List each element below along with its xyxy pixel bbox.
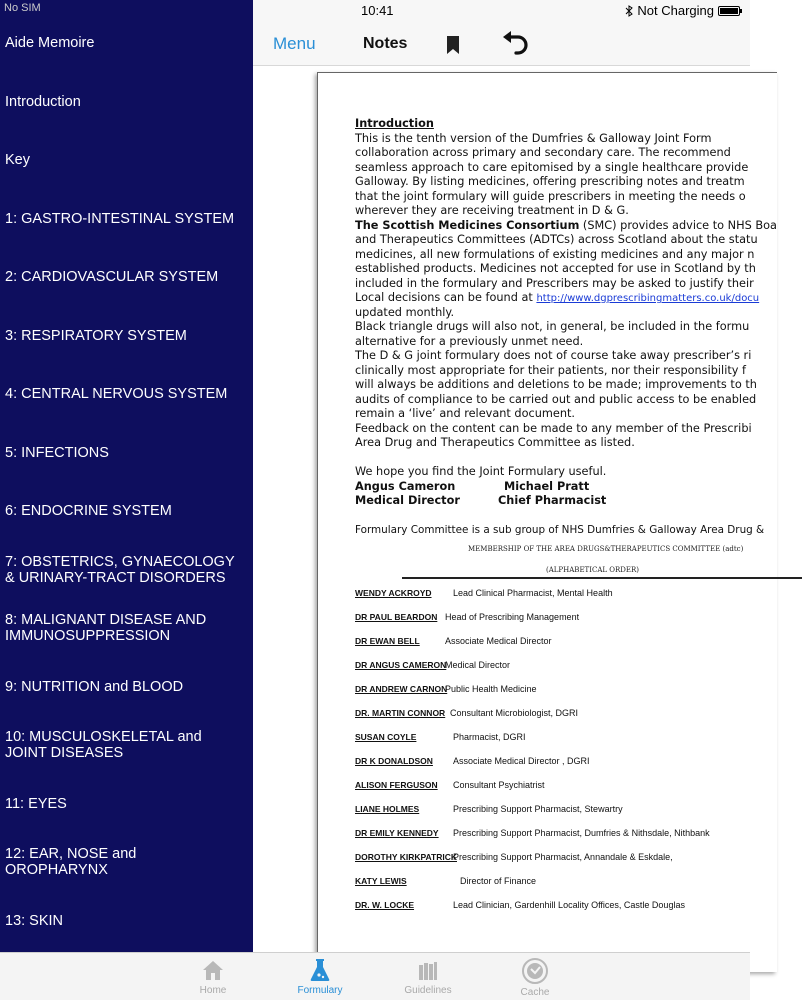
doc-line: wherever they are receiving treatment in D & G. bbox=[355, 204, 629, 217]
member-role: Associate Medical Director bbox=[445, 636, 552, 646]
sidebar-item-label: 8: MALIGNANT DISEASE AND IMMUNOSUPPRESSION bbox=[5, 612, 207, 644]
tab-label: Guidelines bbox=[404, 985, 452, 996]
sidebar-item-label: 11: EYES bbox=[5, 796, 67, 812]
member-name: SUSAN COYLE bbox=[355, 732, 417, 742]
sidebar-item-introduction[interactable] bbox=[0, 93, 253, 111]
member-role: Consultant Microbiologist, DGRI bbox=[450, 708, 579, 718]
sidebar-item-label: 4: CENTRAL NERVOUS SYSTEM bbox=[5, 386, 228, 402]
doc-line: updated monthly. bbox=[355, 305, 455, 319]
sidebar-item-label: 13: SKIN bbox=[5, 913, 64, 929]
sidebar-item-label: 10: MUSCULOSKELETAL and JOINT DISEASES bbox=[5, 729, 202, 761]
books-icon bbox=[415, 957, 441, 983]
member-role: Lead Clinical Pharmacist, Mental Health bbox=[453, 588, 613, 598]
intro-heading: Introduction bbox=[355, 117, 434, 130]
sidebar-item-label: 7: OBSTETRICS, GYNAECOLOGY & URINARY-TRACT DISORDERS bbox=[5, 554, 235, 586]
undo-icon[interactable] bbox=[500, 29, 530, 59]
status-bar bbox=[0, 0, 750, 22]
sidebar-item-label: 2: CARDIOVASCULAR SYSTEM bbox=[5, 269, 219, 285]
sidebar-item-endocrine[interactable] bbox=[0, 502, 253, 520]
doc-line: audits of compliance to be carried out and public access to be enabled bbox=[355, 392, 757, 406]
doc-line: clinically most appropriate for their patients, nor their responsibility f bbox=[355, 363, 747, 377]
member-role: Associate Medical Director , DGRI bbox=[453, 756, 590, 766]
sidebar-item-cardiovascular[interactable] bbox=[0, 268, 253, 286]
sidebar-item-label: 3: RESPIRATORY SYSTEM bbox=[5, 328, 187, 344]
sidebar-item-infections[interactable] bbox=[0, 444, 253, 462]
sidebar-item-eyes[interactable] bbox=[0, 795, 253, 813]
tab-guidelines[interactable] bbox=[388, 955, 468, 999]
sidebar-item-label: Aide Memoire bbox=[5, 35, 95, 51]
committee-note: Formulary Committee is a sub group of NHS Dumfries & Galloway Area Drug & bbox=[355, 524, 765, 536]
notes-button[interactable]: Notes bbox=[363, 35, 408, 52]
member-name: LIANE HOLMES bbox=[355, 804, 420, 814]
doc-line: The D & G joint formulary does not of course take away prescriber’s ri bbox=[355, 349, 752, 362]
member-role: Consultant Psychiatrist bbox=[453, 780, 545, 790]
document-page bbox=[317, 72, 777, 972]
member-name: DR EMILY KENNEDY bbox=[355, 828, 439, 838]
member-name: DR PAUL BEARDON bbox=[355, 612, 438, 622]
status-time: 10:41 bbox=[361, 3, 394, 18]
members-order: (ALPHABETICAL ORDER) bbox=[546, 566, 640, 574]
member-name: WENDY ACKROYD bbox=[355, 588, 432, 598]
doc-line: and Therapeutics Committees (ADTCs) across Scotland about the statu bbox=[355, 233, 758, 246]
doc-line: included in the formulary and Prescribers may be asked to justify their bbox=[355, 276, 754, 290]
sidebar-item-cns[interactable] bbox=[0, 385, 253, 403]
member-role: Medical Director bbox=[445, 660, 511, 670]
carrier-label: No SIM bbox=[4, 2, 41, 14]
members-divider bbox=[402, 577, 802, 579]
sidebar-item-label: 12: EAR, NOSE and OROPHARYNX bbox=[5, 846, 137, 878]
member-name: DR. MARTIN CONNOR bbox=[355, 708, 446, 718]
sidebar-item-ear-nose[interactable] bbox=[0, 846, 253, 878]
tab-label: Home bbox=[199, 985, 227, 996]
sidebar-item-skin[interactable] bbox=[0, 912, 253, 930]
status-right bbox=[625, 3, 740, 18]
tab-home[interactable] bbox=[173, 955, 253, 999]
doc-line: alternative for a previously unmet need. bbox=[355, 334, 584, 348]
local-decisions-link[interactable]: http://www.dgprescribingmatters.co.uk/docu bbox=[536, 293, 760, 304]
member-name: DR ANDREW CARNON bbox=[355, 684, 448, 694]
signer2-title: Chief Pharmacist bbox=[498, 494, 607, 507]
doc-line: Black triangle drugs will also not, in general, be included in the formu bbox=[355, 320, 750, 333]
member-name: ALISON FERGUSON bbox=[355, 780, 438, 790]
sidebar-item-aide-memoire[interactable] bbox=[0, 34, 253, 52]
tab-cache[interactable] bbox=[495, 955, 575, 999]
member-role: Prescribing Support Pharmacist, Stewartry bbox=[453, 804, 623, 814]
doc-line: Galloway. By listing medicines, offering prescribing notes and treatm bbox=[355, 175, 745, 188]
smc-rest: (SMC) provides advice to NHS Boa bbox=[579, 218, 777, 232]
sidebar-item-label: 9: NUTRITION and BLOOD bbox=[5, 679, 184, 695]
sidebar-item-label: 1: GASTRO-INTESTINAL SYSTEM bbox=[5, 211, 235, 227]
member-name: DOROTHY KIRKPATRICK bbox=[355, 852, 457, 862]
signer2-name: Michael Pratt bbox=[504, 479, 590, 493]
member-role: Director of Finance bbox=[460, 876, 537, 886]
sidebar-item-nutrition[interactable] bbox=[0, 678, 253, 696]
sidebar-item-malignant[interactable] bbox=[0, 611, 253, 645]
home-icon bbox=[200, 957, 226, 983]
members-title: MEMBERSHIP OF THE AREA DRUGS&THERAPEUTICS COMMITTEE (adtc) bbox=[468, 545, 744, 553]
doc-line: Feedback on the content can be made to any member of the Prescribi bbox=[355, 421, 752, 435]
member-role: Lead Clinician, Gardenhill Locality Offices, Castle Douglas bbox=[453, 900, 685, 910]
sidebar-item-label: 5: INFECTIONS bbox=[5, 445, 109, 461]
sidebar-item-respiratory[interactable] bbox=[0, 327, 253, 345]
cache-icon bbox=[521, 957, 549, 985]
battery-icon bbox=[718, 6, 740, 16]
member-role: Public Health Medicine bbox=[445, 684, 537, 694]
closing-line: We hope you find the Joint Formulary useful. bbox=[355, 465, 607, 478]
sidebar-item-musculoskeletal[interactable] bbox=[0, 728, 253, 762]
tab-label: Formulary bbox=[297, 985, 343, 996]
document-viewer[interactable] bbox=[253, 66, 777, 952]
bluetooth-icon bbox=[625, 5, 633, 17]
doc-line: Area Drug and Therapeutics Committee as listed. bbox=[355, 436, 635, 449]
doc-line: This is the tenth version of the Dumfries & Galloway Joint Form bbox=[355, 131, 712, 145]
smc-bold: The Scottish Medicines Consortium bbox=[355, 218, 580, 232]
sidebar-item-label: 6: ENDOCRINE SYSTEM bbox=[5, 503, 172, 519]
charging-status: Not Charging bbox=[637, 3, 714, 18]
sidebar-item-label: Introduction bbox=[5, 94, 81, 110]
bookmark-icon[interactable] bbox=[446, 36, 460, 54]
doc-line: collaboration across primary and secondary care. The recommend bbox=[355, 146, 731, 159]
member-role: Prescribing Support Pharmacist, Dumfries & Nithsdale, Nithbank bbox=[453, 828, 710, 838]
member-name: DR. W. LOCKE bbox=[355, 900, 415, 910]
doc-line: will always be additions and deletions to be made; improvements to th bbox=[355, 378, 757, 391]
signer1-name: Angus Cameron bbox=[355, 479, 456, 493]
sidebar-item-key[interactable] bbox=[0, 151, 253, 169]
tab-formulary[interactable] bbox=[280, 955, 360, 999]
doc-line: remain a ‘live’ and relevant document. bbox=[355, 407, 576, 420]
member-role: Prescribing Support Pharmacist, Annandale & Eskdale, bbox=[453, 852, 673, 862]
doc-line: medicines, all new formulations of existing medicines and any major n bbox=[355, 247, 755, 261]
tab-label: Cache bbox=[520, 987, 550, 998]
doc-line: seamless approach to care epitomised by a single healthcare provide bbox=[355, 160, 749, 174]
doc-line: established products. Medicines not accepted for use in Scotland by th bbox=[355, 262, 756, 275]
member-name: DR ANGUS CAMERON bbox=[355, 660, 447, 670]
menu-button[interactable]: Menu bbox=[273, 34, 316, 53]
sidebar-item-gastro[interactable] bbox=[0, 210, 253, 228]
local-text: Local decisions can be found at bbox=[355, 291, 537, 304]
member-name: KATY LEWIS bbox=[355, 876, 407, 886]
member-name: DR K DONALDSON bbox=[355, 756, 433, 766]
member-role: Pharmacist, DGRI bbox=[453, 732, 526, 742]
flask-icon bbox=[307, 957, 333, 983]
sidebar-item-label: Key bbox=[5, 152, 30, 168]
document-text bbox=[355, 117, 795, 538]
tab-bar bbox=[0, 952, 750, 1000]
sidebar-item-obstetrics[interactable] bbox=[0, 553, 253, 587]
member-role: Head of Prescribing Management bbox=[445, 612, 580, 622]
signer1-title: Medical Director bbox=[355, 494, 460, 507]
member-name: DR EWAN BELL bbox=[355, 636, 420, 646]
sidebar bbox=[0, 0, 253, 952]
doc-line: that the joint formulary will guide prescribers in meeting the needs o bbox=[355, 189, 746, 203]
